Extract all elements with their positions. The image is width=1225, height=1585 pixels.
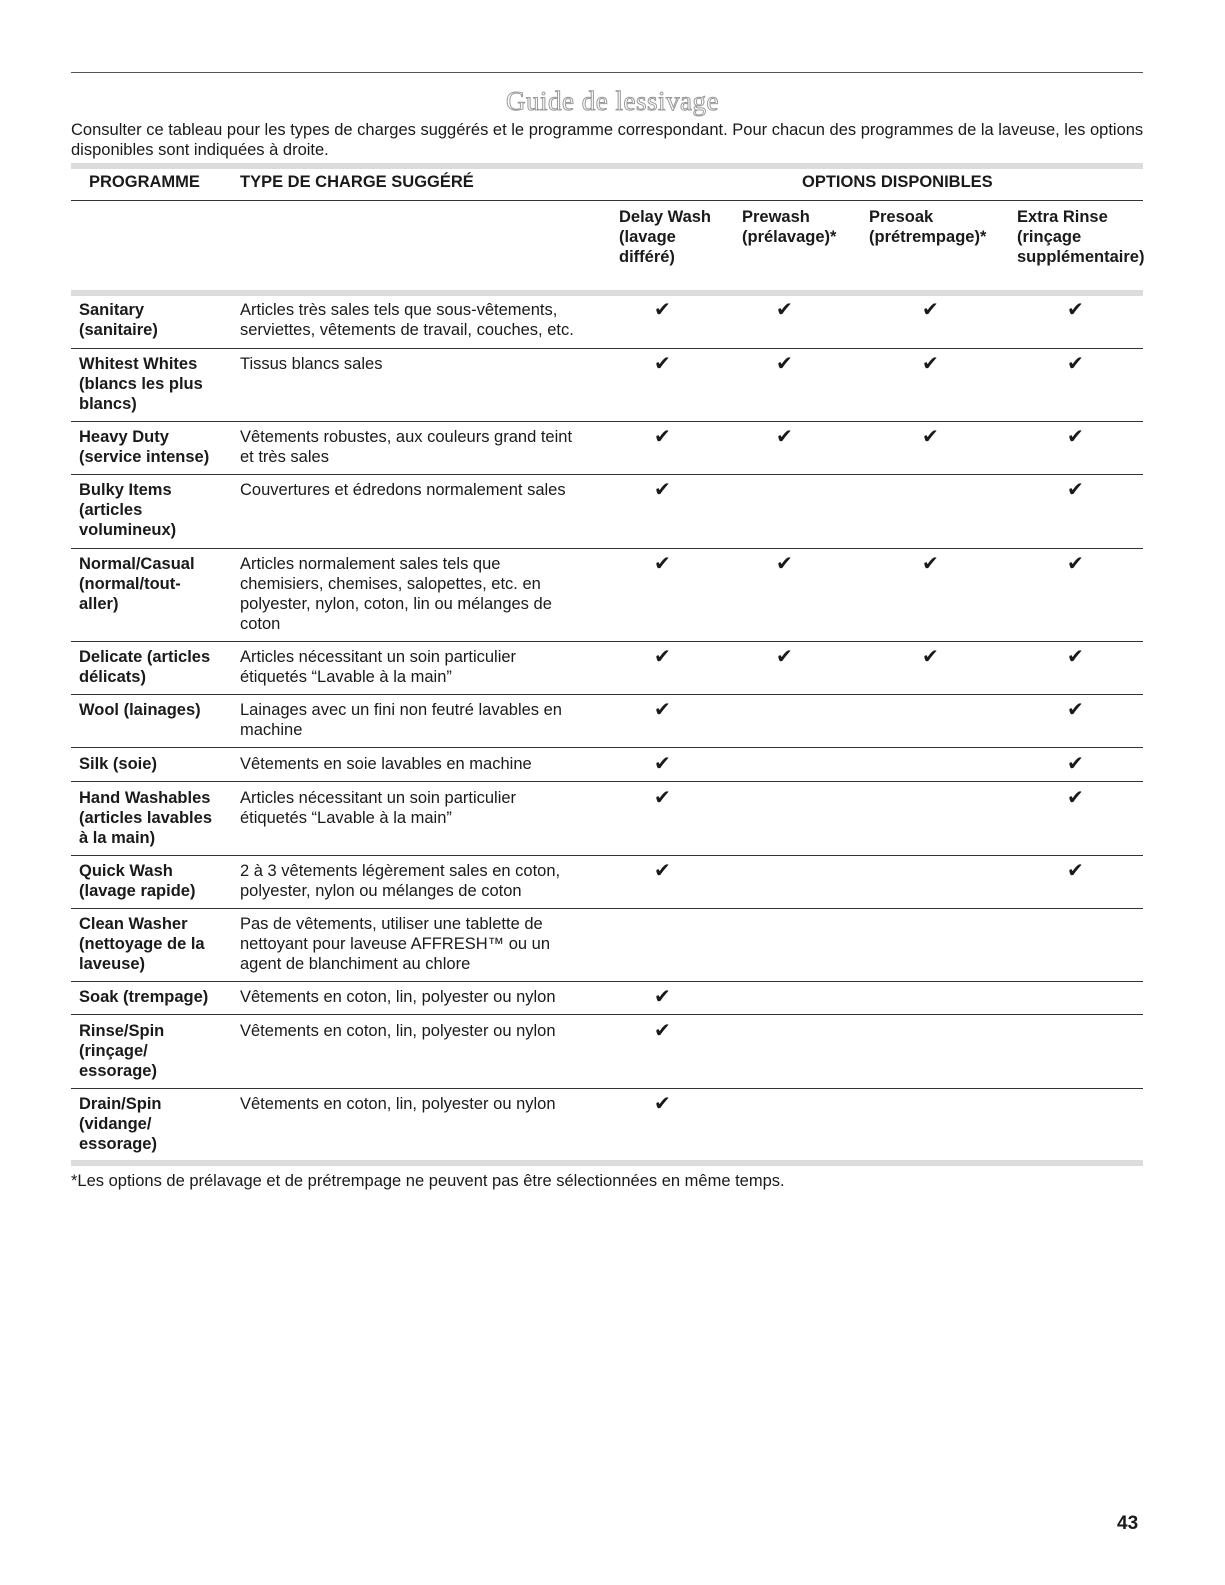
- program-name: Rinse/Spin (rinçage/ essorage): [79, 1022, 165, 1080]
- load-description: Tissus blancs sales: [240, 355, 383, 373]
- check-icon: ✔: [654, 1093, 671, 1115]
- check-icon: ✔: [776, 353, 793, 375]
- check-icon: ✔: [776, 426, 793, 448]
- row-divider: [71, 747, 1143, 748]
- check-icon: ✔: [654, 787, 671, 809]
- header-rule: [71, 200, 1143, 201]
- check-icon: ✔: [654, 426, 671, 448]
- check-icon: ✔: [1067, 753, 1084, 775]
- check-icon: ✔: [1067, 299, 1084, 321]
- table-bottom-bar: [71, 1160, 1143, 1166]
- program-name: Hand Washables (articles lavables à la main): [79, 789, 212, 847]
- option-header-3: Extra Rinse (rinçage supplémentaire): [1017, 208, 1145, 266]
- check-icon: ✔: [1067, 787, 1084, 809]
- load-description: Articles nécessitant un soin particulier étiquetés “Lavable à la main”: [240, 789, 517, 827]
- load-description: Vêtements en coton, lin, polyester ou nylon: [240, 1022, 556, 1040]
- program-name: Whitest Whites (blancs les plus blancs): [79, 355, 203, 413]
- check-icon: ✔: [776, 299, 793, 321]
- footnote: *Les options de prélavage et de prétrempage ne peuvent pas être sélectionnées en même temps.: [71, 1172, 785, 1190]
- row-divider: [71, 981, 1143, 982]
- program-name: Sanitary (sanitaire): [79, 301, 158, 339]
- load-description: 2 à 3 vêtements légèrement sales en coton, polyester, nylon ou mélanges de coton: [240, 862, 561, 900]
- check-icon: ✔: [654, 1020, 671, 1042]
- top-rule: [71, 72, 1143, 73]
- program-name: Drain/Spin (vidange/ essorage): [79, 1095, 162, 1153]
- check-icon: ✔: [654, 479, 671, 501]
- load-description: Couvertures et édredons normalement sales: [240, 481, 566, 499]
- option-header-1: Prewash (prélavage)*: [742, 208, 837, 246]
- check-icon: ✔: [654, 553, 671, 575]
- check-icon: ✔: [1067, 479, 1084, 501]
- load-description: Articles très sales tels que sous-vêtements, serviettes, vêtements de travail, couches, etc.: [240, 301, 574, 339]
- check-icon: ✔: [776, 553, 793, 575]
- program-name: Quick Wash (lavage rapide): [79, 862, 196, 900]
- header-options: OPTIONS DISPONIBLES: [802, 173, 993, 191]
- row-divider: [71, 694, 1143, 695]
- load-description: Pas de vêtements, utiliser une tablette de nettoyant pour laveuse AFFRESH™ ou un agent de blanchiment au chlore: [240, 915, 551, 973]
- header-load-type: TYPE DE CHARGE SUGGÉRÉ: [240, 173, 474, 191]
- load-description: Lainages avec un fini non feutré lavables en machine: [240, 701, 562, 739]
- load-description: Vêtements en coton, lin, polyester ou nylon: [240, 1095, 556, 1113]
- row-divider: [71, 908, 1143, 909]
- program-name: Wool (lainages): [79, 701, 201, 719]
- check-icon: ✔: [654, 353, 671, 375]
- check-icon: ✔: [1067, 860, 1084, 882]
- load-description: Vêtements en soie lavables en machine: [240, 755, 532, 773]
- option-header-0: Delay Wash (lavage différé): [619, 208, 712, 266]
- check-icon: ✔: [1067, 353, 1084, 375]
- row-divider: [71, 1014, 1143, 1015]
- program-name: Bulky Items (articles volumineux): [79, 481, 177, 539]
- program-name: Clean Washer (nettoyage de la laveuse): [79, 915, 205, 973]
- program-name: Silk (soie): [79, 755, 157, 773]
- page-number: 43: [1117, 1513, 1139, 1534]
- check-icon: ✔: [922, 553, 939, 575]
- check-icon: ✔: [922, 299, 939, 321]
- check-icon: ✔: [1067, 646, 1084, 668]
- page-title: Guide de lessivage: [506, 86, 719, 116]
- check-icon: ✔: [654, 299, 671, 321]
- table-top-bar: [71, 163, 1143, 169]
- check-icon: ✔: [922, 426, 939, 448]
- row-divider: [71, 348, 1143, 349]
- check-icon: ✔: [922, 646, 939, 668]
- load-description: Vêtements robustes, aux couleurs grand teint et très sales: [240, 428, 573, 466]
- row-divider: [71, 855, 1143, 856]
- check-icon: ✔: [654, 646, 671, 668]
- check-icon: ✔: [654, 753, 671, 775]
- program-name: Heavy Duty (service intense): [79, 428, 210, 466]
- check-icon: ✔: [654, 699, 671, 721]
- program-name: Normal/Casual (normal/tout- aller): [79, 555, 195, 613]
- program-name: Soak (trempage): [79, 988, 209, 1006]
- subheader-bar: [71, 290, 1143, 296]
- program-name: Delicate (articles délicats): [79, 648, 211, 686]
- load-description: Vêtements en coton, lin, polyester ou nylon: [240, 988, 556, 1006]
- load-description: Articles nécessitant un soin particulier étiquetés “Lavable à la main”: [240, 648, 517, 686]
- option-header-2: Presoak (prétrempage)*: [869, 208, 987, 246]
- header-program: PROGRAMME: [89, 173, 200, 191]
- row-divider: [71, 474, 1143, 475]
- row-divider: [71, 548, 1143, 549]
- check-icon: ✔: [654, 860, 671, 882]
- row-divider: [71, 641, 1143, 642]
- load-description: Articles normalement sales tels que chemisiers, chemises, salopettes, etc. en polyester, nylon, coton, lin ou mélanges de coton: [240, 555, 552, 633]
- row-divider: [71, 421, 1143, 422]
- intro-text: Consulter ce tableau pour les types de charges suggérés et le programme correspondant. Pour chacun des programmes de la laveuse, les options disponibles sont indiquées à droite.: [71, 121, 1144, 159]
- check-icon: ✔: [654, 986, 671, 1008]
- check-icon: ✔: [1067, 426, 1084, 448]
- row-divider: [71, 1088, 1143, 1089]
- check-icon: ✔: [922, 353, 939, 375]
- check-icon: ✔: [1067, 699, 1084, 721]
- row-divider: [71, 781, 1143, 782]
- check-icon: ✔: [1067, 553, 1084, 575]
- check-icon: ✔: [776, 646, 793, 668]
